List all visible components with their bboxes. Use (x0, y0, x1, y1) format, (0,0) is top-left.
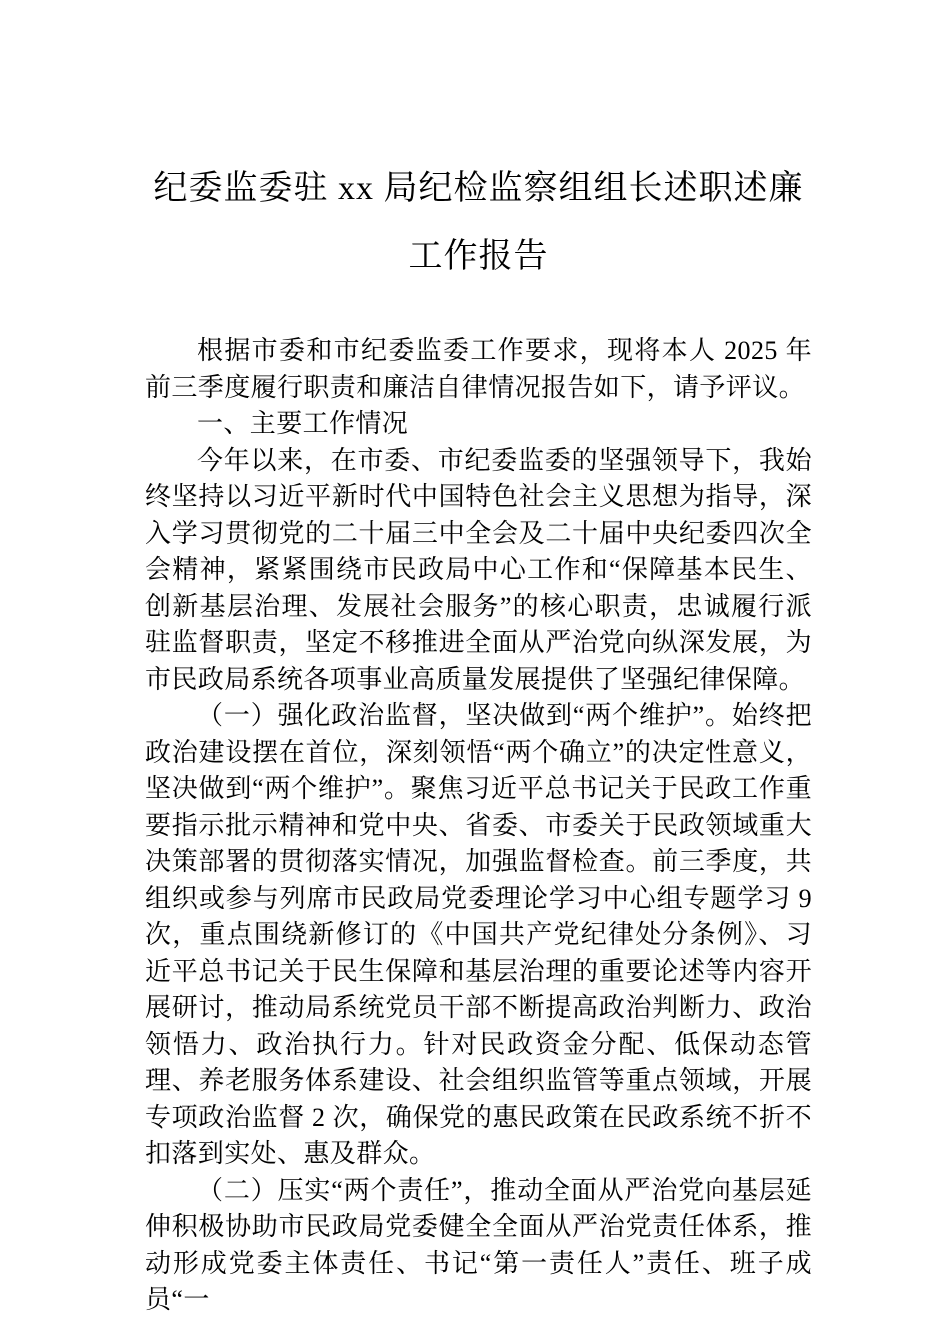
paragraph-overview: 今年以来，在市委、市纪委监委的坚强领导下，我始终坚持以习近平新时代中国特色社会主义思想为指导，深入学习贯彻党的二十届三中全会及二十届中央纪委四次全会精神，紧紧围绕市民政局中心工作和“保障基本民生、创新基层治理、发展社会服务”的核心职责，忠诚履行派驻监督职责，坚定不移推进全面从严治党向纵深发展，为市民政局系统各项事业高质量发展提供了坚强纪律保障。 (145, 445, 812, 694)
paragraph-two-responsibilities: （二）压实“两个责任”，推动全面从严治党向基层延伸积极协助市民政局党委健全全面从严治党责任体系，推动形成党委主体责任、书记“第一责任人”责任、班子成员“一 (145, 1175, 812, 1314)
title-line-2: 工作报告 (408, 238, 549, 275)
document-title (145, 155, 812, 291)
title-line-1: 纪委监委驻 xx 局纪检监察组组长述职述廉 (153, 170, 804, 207)
section-heading-main-work: 一、主要工作情况 (197, 409, 409, 438)
paragraph-intro: 根据市委和市纪委监委工作要求，现将本人 2025 年前三季度履行职责和廉洁自律情况报告如下，请予评议。 (145, 336, 812, 402)
paragraph-political-supervision: （一）强化政治监督，坚决做到“两个维护”。始终把政治建设摆在首位，深刻领悟“两个确立”的决定性意义，坚决做到“两个维护”。聚焦习近平总书记关于民政工作重要指示批示精神和党中央、省委、市委关于民政领域重大决策部署的贯彻落实情况，加强监督检查。前三季度，共组织或参与列席市民政局党委理论学习中心组专题学习 9 次，重点围绕新修订的《中国共产党纪律处分条例》、习近平总书记关于民生保障和基层治理的重要论述等内容开展研讨，推动局系统党员干部不断提高政治判断力、政治领悟力、政治执行力。针对民政资金分配、低保动态管理、养老服务体系建设、社会组织监管等重点领域，开展专项政治监督 2 次，确保党的惠民政策在民政系统不折不扣落到实处、惠及群众。 (145, 701, 812, 1168)
document-body (145, 333, 812, 1319)
